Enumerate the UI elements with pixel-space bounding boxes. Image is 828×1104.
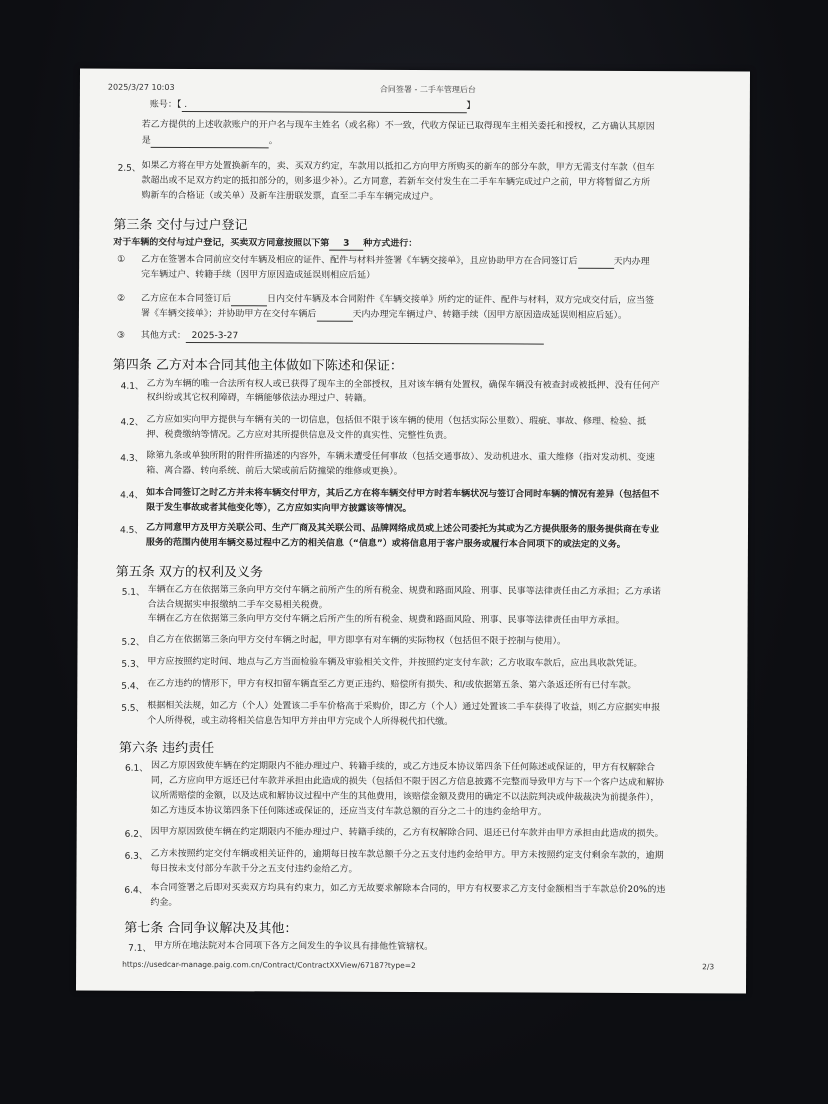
- clause-line: 乙方应如实向甲方提供与车辆有关的一切信息，包括但不限于该车辆的使用（包括实际公里数）、瑕疵、事故、修理、检验、抵: [146, 414, 647, 428]
- account-note: 若乙方提供的上述收款账户的开户名与现车主姓名（或名称）不一致，代收方保证已取得现车主相关委托和授权，乙方确认其原因: [141, 119, 655, 133]
- clause-line: 议所需赔偿的金额，以及达成和解协议过程中产生的其他费用，该赔偿金额及费用的确定不以法院判决或仲裁裁决为前提条件），: [150, 790, 660, 804]
- option-1-line-1: 乙方在签署本合同前应交付车辆及相应的证件、配件与材料并签署《车辆交接单》，且应协助甲方在合同签订后 天内办理: [141, 254, 650, 268]
- clause-num: 5.4、: [121, 681, 145, 692]
- print-url: https://usedcar-manage.paig.com.cn/Contract/ContractXXView/67187?type=2: [122, 959, 416, 971]
- clause-line: 权纠纷或其它权利障碍，车辆能够依法办理过户、转籍。: [146, 392, 372, 404]
- clause-line: 甲方所在地法院对本合同项下各方之间发生的争议具有排他性管辖权。: [154, 940, 434, 953]
- option-1-line-2: 完车辆过户、转籍手续（因甲方原因造成延误则相应后延）: [141, 269, 376, 281]
- clause-line: 车辆在乙方在依据第三条向甲方交付车辆之前所产生的所有税金、规费和路面风险、刑事、民事等法律责任由乙方承担；乙方承诺: [147, 584, 661, 598]
- option-1-num: ①: [117, 254, 126, 265]
- clause-line: 购新车的合格证（或关单）及新车注册联发票，直至二手车车辆完成过户。: [141, 190, 439, 203]
- s3-intro: 对于车辆的交付与过户登记，买卖双方同意按照以下第 3 种方式进行：: [113, 237, 418, 250]
- option-2-line-2: 署《车辆交接单》；并协助甲方在交付车辆后 天内办理完车辆过户、转籍手续（因甲方原因造成延误则相应后延）。: [140, 308, 627, 321]
- clause-line: 甲方应按照约定时间、地点与乙方当面检验车辆及审验相关文件，并按照约定支付车款；乙方收取车款后，应出具收款凭证。: [147, 656, 643, 670]
- section-heading: 第四条 乙方对本合同其他主体做如下陈述和保证：: [112, 357, 403, 374]
- clause-num: 4.3、: [120, 453, 144, 464]
- clause-num: 6.1、: [124, 763, 149, 774]
- clause-num: 4.4、: [120, 490, 144, 501]
- option-3-line: 其他方式： 2025-3-27: [141, 330, 544, 345]
- clause-num: 5.2、: [121, 637, 145, 648]
- contract-page: [76, 69, 750, 994]
- account-line: 账号：【 . 】: [149, 99, 476, 112]
- option-3-num: ③: [116, 330, 125, 341]
- clause-num: 4.2、: [120, 417, 144, 428]
- clause-num: 6.3、: [124, 851, 148, 862]
- clause-line: 根据相关法规，如乙方（个人）处置该二手车价格高于采购价，即乙方（个人）通过处置该二手车获得了收益，则乙方应据实申报: [147, 700, 661, 714]
- clause-line: 箱、离合器、转向系统、前后大梁或前后防撞梁的维修或更换）。: [146, 465, 403, 477]
- clause-num: 5.3、: [121, 659, 145, 670]
- clause-num: 4.5、: [119, 525, 144, 536]
- clause-line: 自乙方在依据第三条向甲方交付车辆之时起，甲方即享有对车辆的实际物权（包括但不限于控制与使用）。: [147, 634, 567, 647]
- clause-line: 同，乙方应向甲方返还已付车款并承担由此造成的损失（包括但不限于因乙方信息披露不完整而导致甲方与下一个客户达成和解协: [150, 775, 664, 789]
- clause-num: 6.2、: [124, 829, 149, 840]
- clause-num: 5.1、: [121, 587, 146, 598]
- section-heading: 第六条 违约责任: [119, 740, 215, 757]
- clause-line: 车辆在乙方在依据第三条向甲方交付车辆之后所产生的所有税金、规费和路面风险、刑事、民事等法律责任由甲方承担。: [147, 613, 625, 626]
- print-datetime: 2025/3/27 10:03: [107, 82, 175, 92]
- clause-line: 乙方未按照约定交付车辆或相关证件的，逾期每日按车款总额千分之五支付违约金给甲方。甲方未按照约定支付剩余车款的，逾期: [150, 848, 664, 862]
- clause-line: 乙方同意甲方及甲方关联公司、生产厂商及其关联公司、品牌网络成员或上述公司委托为其或为乙方提供服务的服务提供商在专业: [145, 522, 660, 536]
- clause-num: 7.1、: [128, 943, 152, 954]
- clause-line: 如本合同签订之时乙方并未将车辆交付甲方，其后乙方在将车辆交付甲方时若车辆状况与签订合同时车辆的情况有差异（包括但不: [146, 487, 660, 501]
- clause-line: 押、税费缴纳等情况。乙方应对其所提供信息及文件的真实性、完整性负责。: [146, 429, 453, 442]
- option-2-num: ②: [116, 293, 126, 304]
- clause-num: 6.4、: [124, 885, 148, 896]
- page-number: 2/3: [702, 962, 715, 972]
- clause-line: 乙方为车辆的唯一合法所有权人或已获得了现车主的全部授权，且对该车辆有处置权，确保车辆没有被查封或被抵押、没有任何产: [146, 378, 660, 392]
- clause-num: 5.5、: [121, 703, 145, 714]
- clause-line: 每日按未支付部分车款千分之五支付违约金给乙方。: [150, 863, 358, 875]
- clause-line: 服务的范围内使用车辆交易过程中乙方的相关信息（“信息”）或将信息用于客户服务或履行本合同项下的或法定的义务。: [145, 537, 626, 550]
- clause-line: 除第九条或单独所附的附件所描述的内容外，车辆未遭受任何事故（包括交通事故）、发动机进水、重大维修（指对发动机、变速: [146, 450, 655, 464]
- clause-line: 在乙方违约的情形下，甲方有权扣留车辆直至乙方更正违约、赔偿所有损失、和/或依据第五条、第六条返还所有已付车款。: [147, 678, 637, 691]
- clause-line: 因甲方原因致使车辆在约定期限内不能办理过户、转籍手续的，乙方有权解除合同、退还已付车款并由甲方承担由此造成的损失。: [150, 826, 664, 840]
- account-note-2: 是 。: [141, 135, 278, 147]
- clause-line: 如乙方违反本协议第四条下任何陈述或保证的，还应当支付车款总额的百分之二十的违约金给甲方。: [150, 805, 547, 818]
- section-heading: 第七条 合同争议解决及其他：: [124, 920, 298, 937]
- clause-line: 合法合规据实申报缴纳二手车交易相关税费。: [147, 599, 328, 611]
- clause-num: 4.1、: [120, 381, 144, 392]
- clause-line: 约金。: [150, 897, 178, 908]
- section-heading: 第三条 交付与过户登记: [113, 217, 248, 234]
- clause-line: 本合同签署之后即对买卖双方均具有约束力，如乙方无故要求解除本合同的，甲方有权要求乙方支付金额相当于车款总价20%的违: [150, 882, 666, 896]
- clause-line: 限于发生事故或者其他变化等），乙方应如实向甲方披露该等情况。: [146, 502, 412, 514]
- section-heading: 第五条 双方的权利及义务: [115, 564, 263, 581]
- clause-line: 如果乙方将在甲方处置换新车的，卖、买双方约定，车款用以抵扣乙方向甲方所购买的新车的部分车款，甲方无需支付车款（但车: [141, 160, 655, 174]
- clause-line: 个人所得税，或主动将相关信息告知甲方并由甲方完成个人所得税代扣代缴。: [147, 715, 454, 728]
- print-title: 合同签署 - 二手车管理后台: [379, 84, 476, 95]
- clause-num: 2.5、: [117, 163, 141, 174]
- clause-line: 因乙方原因致使车辆在约定期限内不能办理过户、转籍手续的，或乙方违反本协议第四条下任何陈述或保证的，甲方有权解除合: [150, 760, 656, 774]
- option-2-line-1: 乙方应在本合同签订后 日内交付车辆及本合同附件《车辆交接单》所约定的证件、配件与材料，双方完成交付后，应当签: [140, 293, 655, 307]
- clause-line: 款超出或不足双方约定的抵扣部分的，则多退少补）。乙方同意，若新车交付发生在二手车车辆完成过户之前，甲方将暂留乙方所: [141, 175, 651, 189]
